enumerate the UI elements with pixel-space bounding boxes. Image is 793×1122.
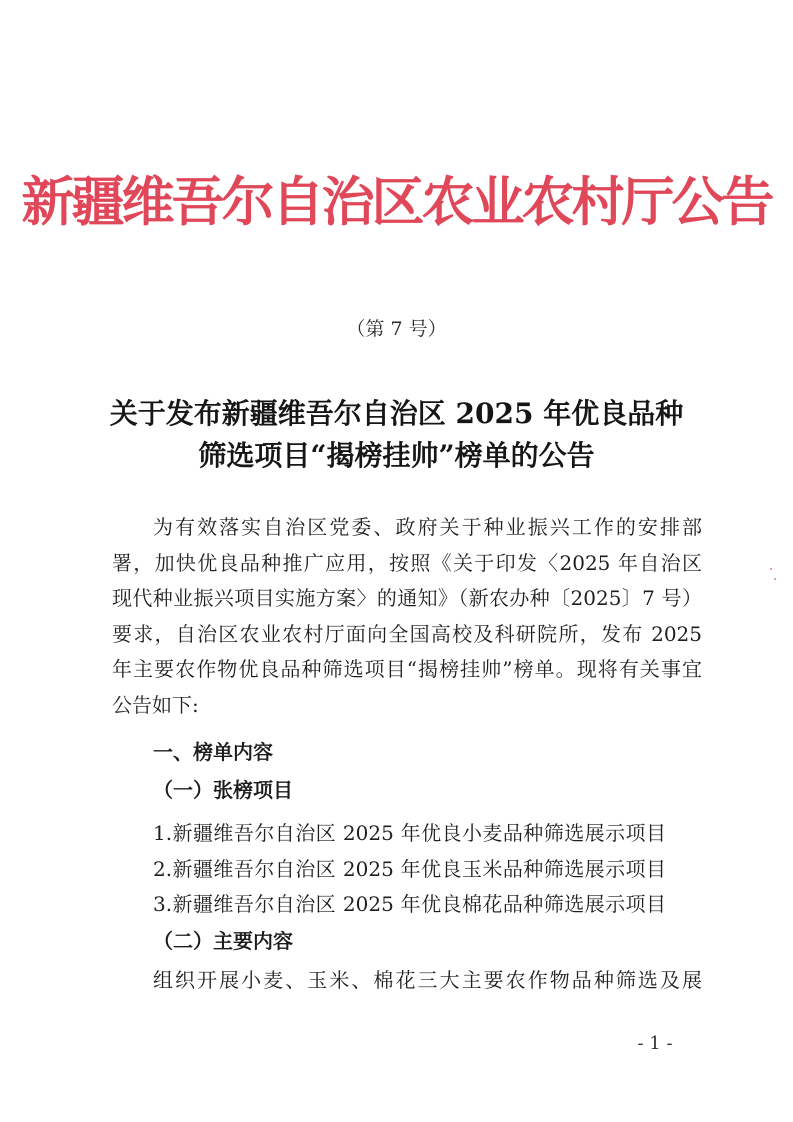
intro-line: 要求，自治区农业农村厅面向全国高校及科研院所，发布 2025 (112, 622, 702, 646)
intro-line: 现代种业振兴项目实施方案〉的通知》（新农办种〔2025〕7 号） (112, 586, 702, 610)
intro-line: 年主要农作物优良品种筛选项目“揭榜挂帅”榜单。现将有关事宜 (112, 657, 702, 681)
list-item: 2.新疆维吾尔自治区 2025 年优良玉米品种筛选展示项目 (153, 857, 666, 881)
section-heading-1: 一、榜单内容 (153, 740, 273, 764)
scan-speck (770, 568, 772, 570)
masthead-title: 新疆维吾尔自治区农业农村厅公告 (21, 171, 772, 233)
body-text-line: 组织开展小麦、玉米、棉花三大主要农作物品种筛选及展 (153, 968, 702, 992)
intro-line: 公告如下: (112, 693, 199, 717)
page-number: - 1 - (637, 1033, 673, 1054)
announcement-title-line-1: 关于发布新疆维吾尔自治区 2025 年优良品种 (109, 397, 684, 430)
document-number: （第 7 号） (346, 318, 447, 340)
intro-line: 署，加快优良品种推广应用，按照《关于印发〈2025 年自治区 (112, 551, 702, 575)
list-item: 1.新疆维吾尔自治区 2025 年优良小麦品种筛选展示项目 (153, 821, 666, 845)
announcement-title-line-2: 筛选项目“揭榜挂帅”榜单的公告 (198, 439, 595, 472)
subsection-heading-2: （二）主要内容 (153, 929, 293, 953)
scan-speck (774, 578, 776, 580)
subsection-heading-1: （一）张榜项目 (153, 778, 293, 802)
list-item: 3.新疆维吾尔自治区 2025 年优良棉花品种筛选展示项目 (153, 892, 666, 916)
intro-line: 为有效落实自治区党委、政府关于种业振兴工作的安排部 (153, 515, 702, 539)
